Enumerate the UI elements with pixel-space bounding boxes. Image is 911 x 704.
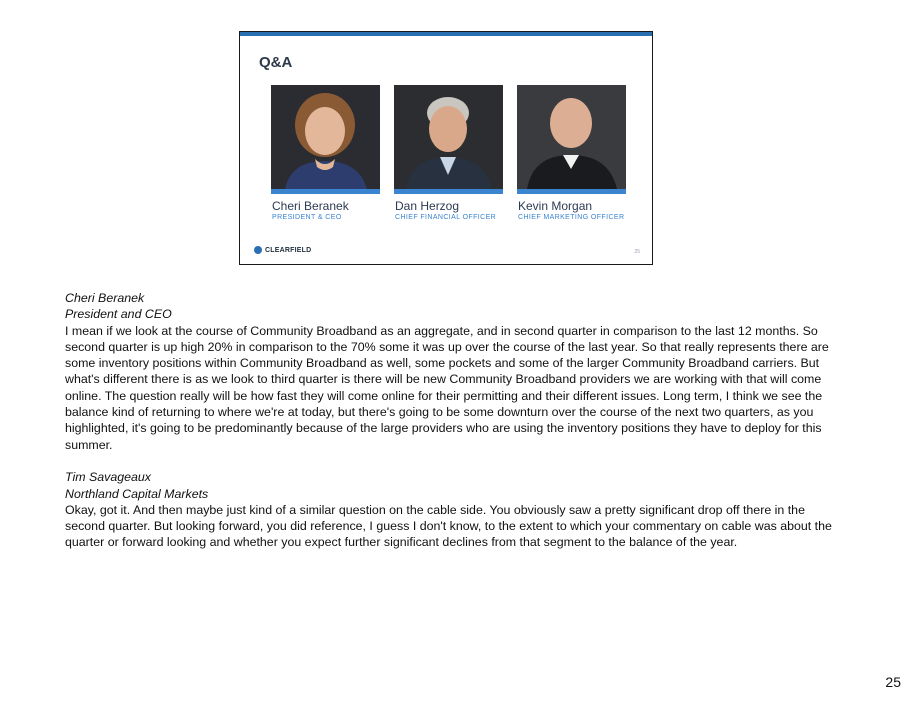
logo-text: CLEARFIELD (265, 246, 312, 254)
speaker-text: Okay, got it. And then maybe just kind of a similar question on the cable side. You obviously saw a pretty significant drop off there in the second quarter. But looking forward, you did reference, I guess I don't know, to the extent to which your commentary on cable was about the quarter or forward looking and whether you expect further significant declines from that segment to the balance of the year. (65, 502, 832, 550)
person-name: Kevin Morgan (518, 199, 593, 213)
person-photo (394, 85, 503, 189)
person-name: Cheri Beranek (272, 199, 349, 213)
speaker-affiliation: Northland Capital Markets (65, 486, 209, 501)
slide-page-number: 25 (634, 249, 640, 255)
person-photo (271, 85, 380, 189)
person-photo (517, 85, 626, 189)
speaker-name: Cheri Beranek (65, 291, 145, 305)
person-card-cheri (271, 85, 380, 221)
speaker-affiliation: President and CEO (65, 307, 172, 322)
person-role: CHIEF FINANCIAL OFFICER (395, 214, 497, 221)
transcript-block (65, 290, 845, 453)
person-role: PRESIDENT & CEO (272, 214, 342, 221)
person-card-kevin (517, 85, 626, 221)
page-number: 25 (885, 674, 901, 690)
speaker-text: I mean if we look at the course of Community Broadband as an aggregate, and in second quarter in comparison to the last 12 months. So second quarter is up high 20% in comparison to the 70% some it was up over the course of the last year. So that really represents there are some inventory positions within Community Broadband as well, some pockets and some of the larger Community Broadband carriers. But what's different there is as we look to third quarter is there will be new Community Broadband providers we are working with that will come online. The question really will be how fast they will come online for their permitting and their different issues. Long term, I think we see the balance kind of returning to where we're at today, but there's going to be some downturn over the course of the next two quarters, as you highlighted, it's going to be predominantly because of the large providers who are using the inventory positions they have to deploy for this summer. (65, 323, 829, 452)
clearfield-logo (254, 246, 311, 254)
transcript-block (65, 469, 845, 550)
photo-accent-bar (394, 189, 503, 194)
slide-title: Q&A (259, 54, 293, 71)
logo-mark-icon (254, 246, 262, 254)
photo-accent-bar (517, 189, 626, 194)
person-name: Dan Herzog (395, 199, 460, 213)
person-role: CHIEF MARKETING OFFICER (518, 214, 625, 221)
transcript (65, 290, 845, 567)
photo-accent-bar (271, 189, 380, 194)
slide-top-bar (240, 32, 652, 36)
speaker-name: Tim Savageaux (65, 470, 151, 485)
person-card-dan (394, 85, 503, 221)
qa-slide (239, 31, 653, 265)
